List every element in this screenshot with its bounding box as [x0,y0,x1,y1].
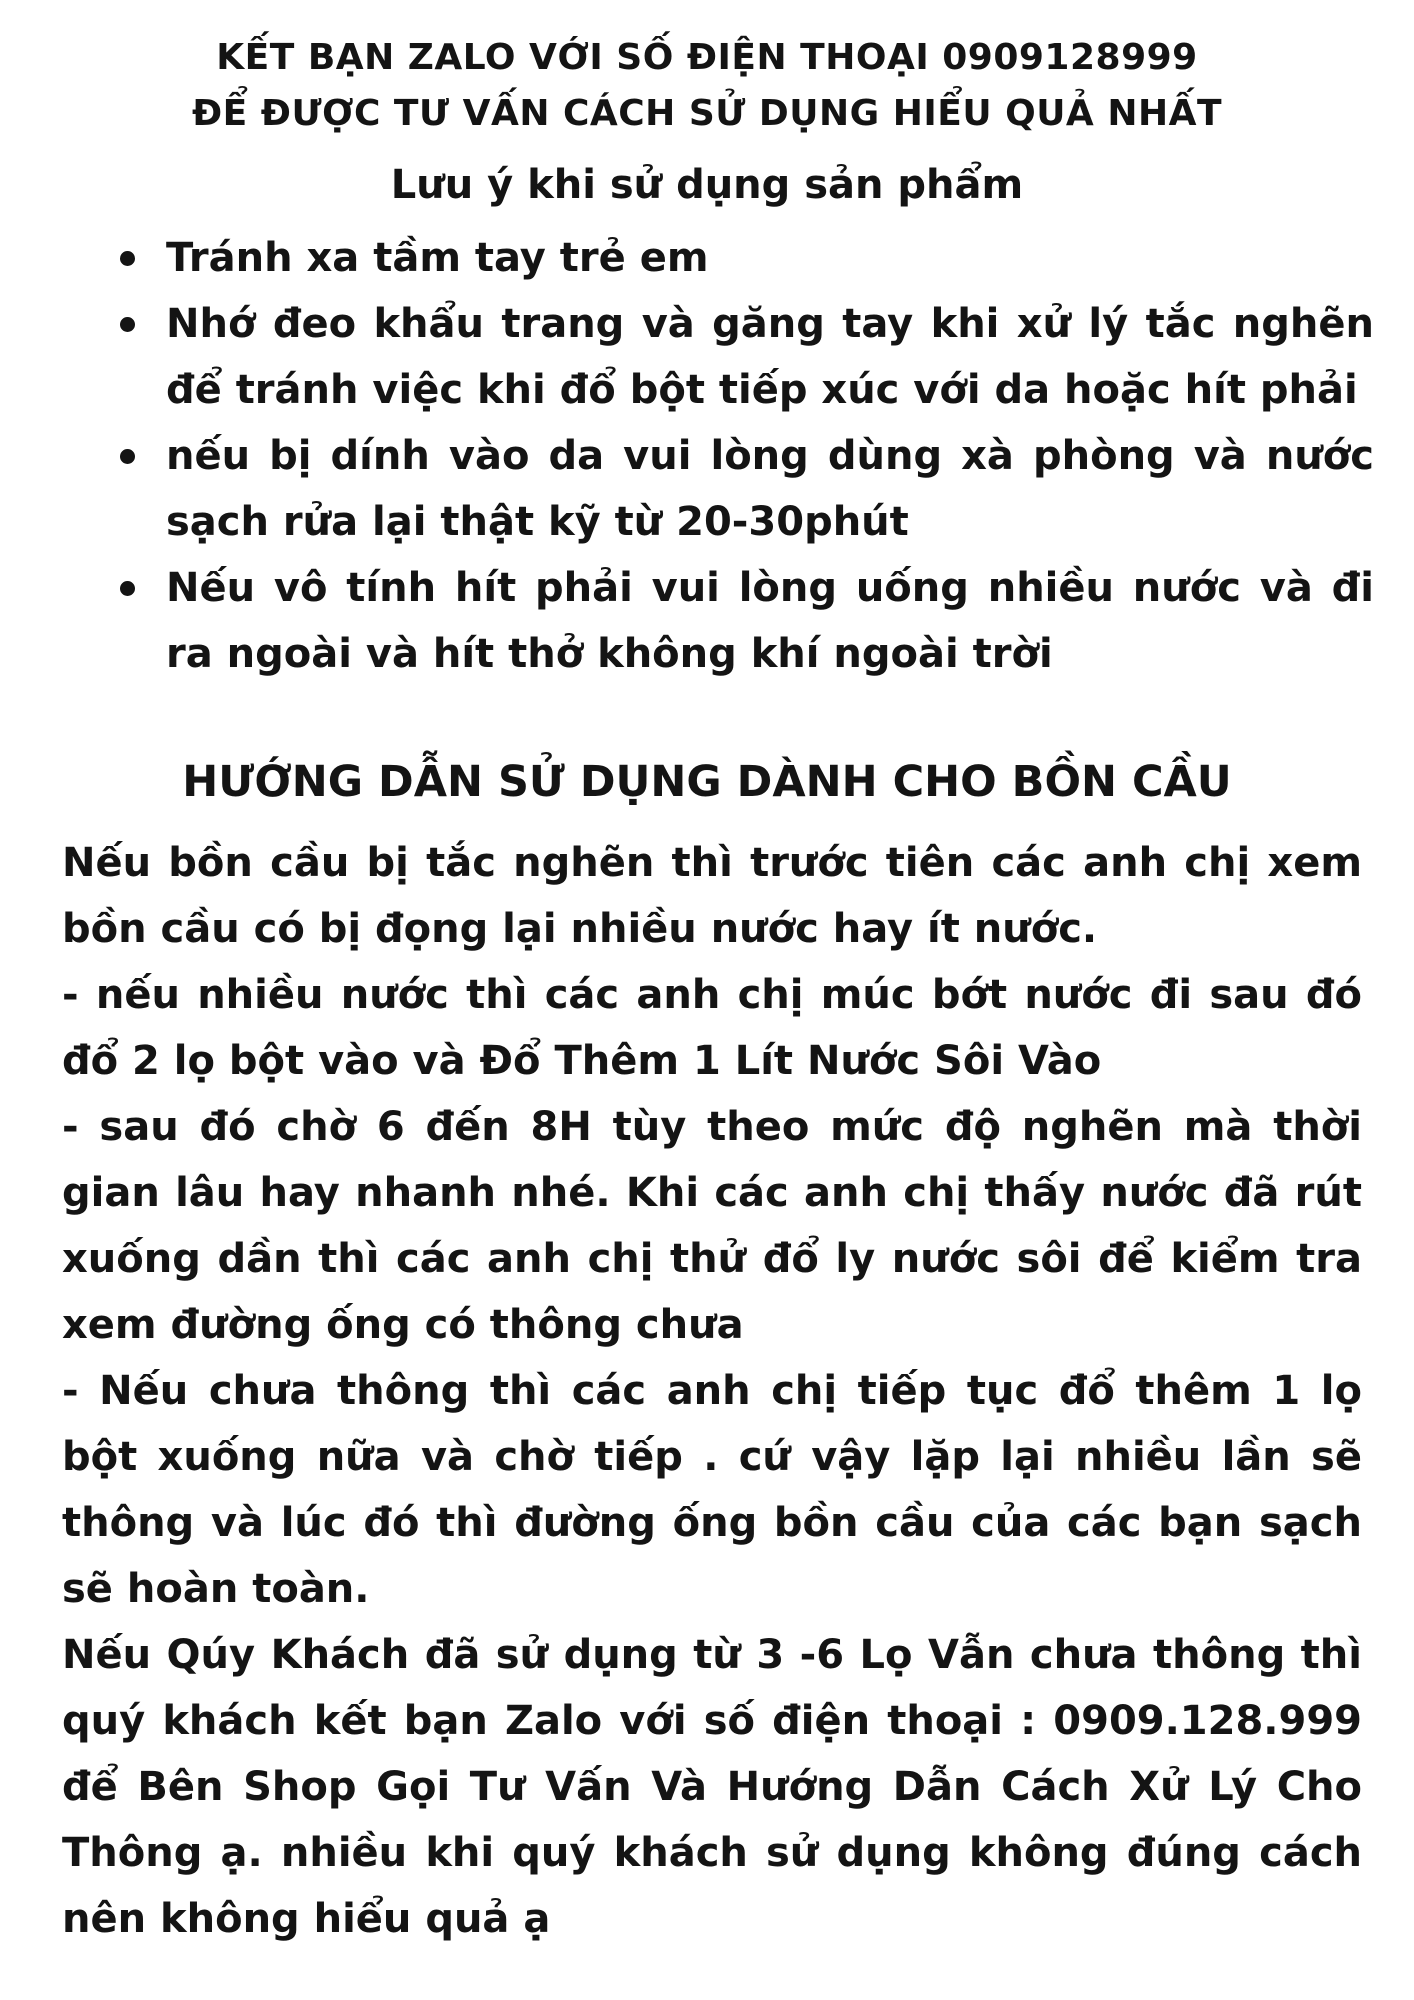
list-item [112,291,1374,423]
guide-paragraph: Nếu bồn cầu bị tắc nghẽn thì trước tiên các anh chị xem bồn cầu có bị đọng lại nhiều nước hay ít nước. [62,840,1362,952]
guide-title: HƯỚNG DẪN SỬ DỤNG DÀNH CHO BỒN CẦU [182,757,1232,807]
bullet-icon [120,581,135,596]
list-item-text: nếu bị dính vào da vui lòng dùng xà phòng và nước sạch rửa lại thật kỹ từ 20-30phút [166,433,1374,545]
list-item [112,225,1374,291]
contact-header-line-1: KẾT BẠN ZALO VỚI SỐ ĐIỆN THOẠI 0909128999 [216,37,1198,78]
notes-list [112,225,1374,687]
list-item-text: Nếu vô tính hít phải vui lòng uống nhiều nước và đi ra ngoài và hít thở không khí ngoài trời [166,565,1374,677]
contact-header [0,30,1414,142]
bullet-icon [120,251,135,266]
list-item-text: Nhớ đeo khẩu trang và găng tay khi xử lý tắc nghẽn để tránh việc khi đổ bột tiếp xúc với da hoặc hít phải [166,301,1374,413]
guide-paragraph: - Nếu chưa thông thì các anh chị tiếp tục đổ thêm 1 lọ bột xuống nữa và chờ tiếp . cứ vậy lặp lại nhiều lần sẽ thông và lúc đó thì đường ống bồn cầu của các bạn sạch sẽ hoàn toàn. [62,1368,1362,1612]
list-item [112,423,1374,555]
guide-paragraph: - sau đó chờ 6 đến 8H tùy theo mức độ nghẽn mà thời gian lâu hay nhanh nhé. Khi các anh chị thấy nước đã rút xuống dần thì các anh chị thử đổ ly nước sôi để kiểm tra xem đường ống có thông chưa [62,1104,1362,1348]
guide-paragraph: - nếu nhiều nước thì các anh chị múc bớt nước đi sau đó đổ 2 lọ bột vào và Đổ Thêm 1 Lít Nước Sôi Vào [62,972,1362,1084]
bullet-icon [120,317,135,332]
list-item [112,555,1374,687]
guide-paragraph: Nếu Qúy Khách đã sử dụng từ 3 -6 Lọ Vẫn chưa thông thì quý khách kết bạn Zalo với số điện thoại : 0909.128.999 để Bên Shop Gọi Tư Vấn Và Hướng Dẫn Cách Xử Lý Cho Thông ạ. nhiều khi quý khách sử dụng không đúng cách nên không hiểu quả ạ [62,1632,1362,1942]
bullet-icon [120,449,135,464]
notes-title: Lưu ý khi sử dụng sản phẩm [390,162,1024,208]
list-item-text: Tránh xa tầm tay trẻ em [166,235,709,281]
contact-header-line-2: ĐỂ ĐƯỢC TƯ VẤN CÁCH SỬ DỤNG HIỂU QUẢ NHẤT [192,93,1222,134]
guide-body [62,830,1362,1952]
